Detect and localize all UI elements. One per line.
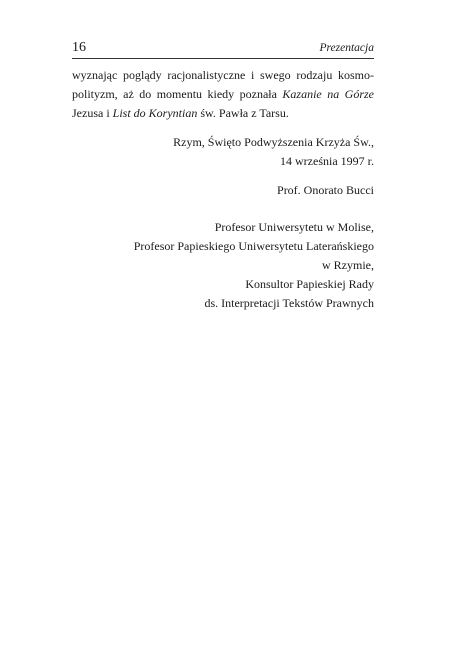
place-date-line-1: Rzym, Święto Podwyższenia Krzyża Św., <box>173 135 374 149</box>
affiliation-line-1: Profesor Uniwersytetu w Molise, <box>214 220 374 234</box>
body-text-span: polityzm, aż do momentu kiedy poznała <box>72 87 283 101</box>
affiliation-line-5: ds. Interpretacji Tekstów Prawnych <box>204 296 374 310</box>
body-line-1: wyznając poglądy racjonalistyczne i swego rodzaju kosmo- <box>72 68 374 82</box>
place-date <box>173 133 374 171</box>
signatory <box>277 181 374 200</box>
work-title-sermon: Kazanie na Górze <box>282 87 374 101</box>
body-line-3 <box>72 104 374 123</box>
signatory-name: Prof. Onorato Bucci <box>277 183 374 197</box>
signatory-affiliation <box>134 218 374 313</box>
body-text-span: św. Pawła z Tarsu. <box>197 106 289 120</box>
page-number: 16 <box>72 40 86 55</box>
place-date-line-2: 14 września 1997 r. <box>280 154 374 168</box>
affiliation-line-4: Konsultor Papieskiej Rady <box>245 277 374 291</box>
running-title: Prezentacja <box>319 42 374 54</box>
work-title-corinthians: List do Koryntian <box>112 106 198 120</box>
body-text-span: Jezusa i <box>72 106 113 120</box>
affiliation-line-2: Profesor Papieskiego Uniwersytetu Laterańskiego <box>133 239 374 253</box>
affiliation-line-3: w Rzymie, <box>322 258 374 272</box>
body-line-2 <box>72 85 374 104</box>
body-paragraph <box>72 66 374 123</box>
running-header <box>72 40 374 59</box>
